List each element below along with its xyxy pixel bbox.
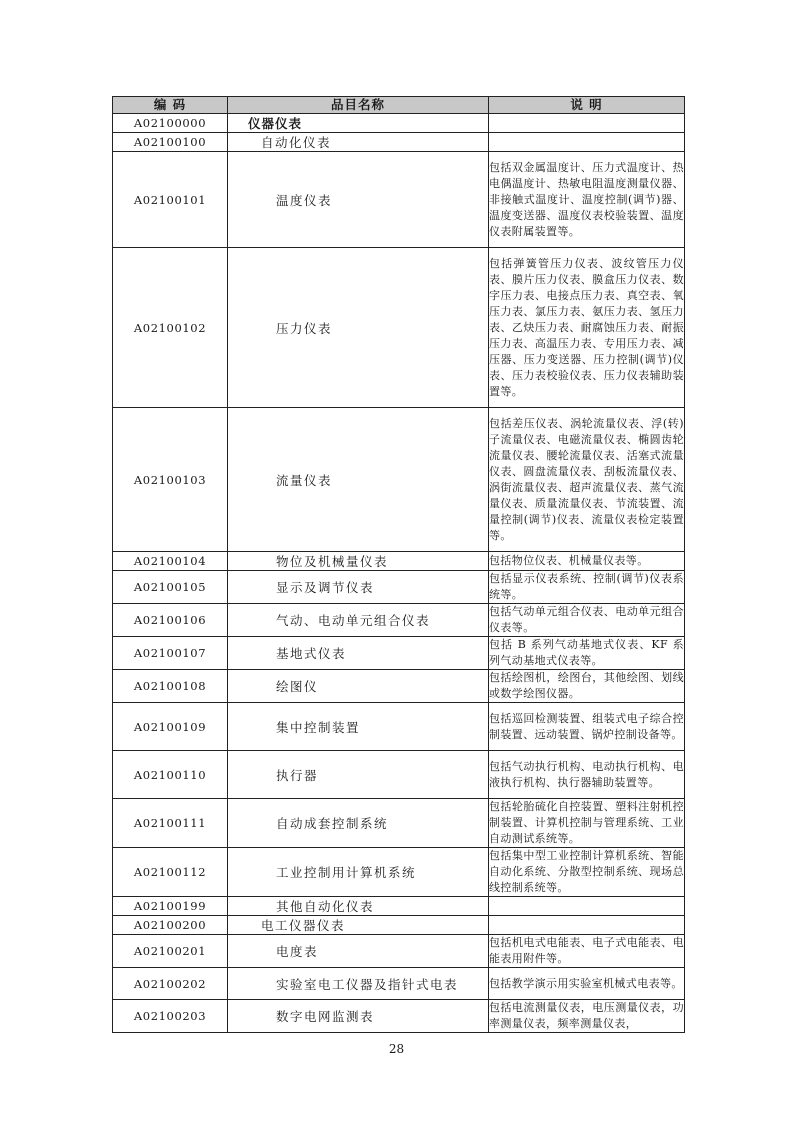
item-name: 集中控制装置 [228,703,489,751]
item-code: A02100000 [113,114,228,133]
table-row [113,916,685,935]
item-code: A02100110 [113,751,228,799]
item-code: A02100200 [113,916,228,935]
item-description [489,916,685,935]
item-code: A02100109 [113,703,228,751]
table-row [113,133,685,152]
header-name: 品目名称 [228,97,489,114]
item-description: 包括显示仪表系统、控制(调节)仪表系统等。 [489,571,685,604]
item-description: 包括轮胎硫化自控装置、塑料注射机控制装置、计算机控制与管理系统、工业自动测试系统等。 [489,799,685,848]
item-description [489,897,685,916]
item-code: A02100112 [113,848,228,897]
item-name: 其他自动化仪表 [228,897,489,916]
item-name: 压力仪表 [228,248,489,408]
item-code: A02100108 [113,670,228,703]
table-row [113,114,685,133]
table-row [113,848,685,897]
table-row [113,799,685,848]
table-row [113,751,685,799]
item-name: 显示及调节仪表 [228,571,489,604]
item-code: A02100111 [113,799,228,848]
item-code: A02100103 [113,408,228,552]
item-code: A02100101 [113,152,228,248]
item-description: 包括机电式电能表、电子式电能表、电能表用附件等。 [489,935,685,968]
item-name: 执行器 [228,751,489,799]
page-number: 28 [388,1042,405,1056]
table-row [113,897,685,916]
item-name: 自动化仪表 [228,133,489,152]
table-row [113,248,685,408]
table-row [113,552,685,571]
item-description: 包括电流测量仪表，电压测量仪表，功率测量仪表，频率测量仪表， [489,1000,685,1033]
item-name: 电度表 [228,935,489,968]
item-name: 数字电网监测表 [228,1000,489,1033]
table-row [113,637,685,670]
item-description: 包括双金属温度计、压力式温度计、热电偶温度计、热敏电阻温度测量仪器、非接触式温度计、温度控制(调节)器、温度变送器、温度仪表校验装置、温度仪表附属装置等。 [489,152,685,248]
item-description: 包括弹簧管压力仪表、波纹管压力仪表、膜片压力仪表、膜盒压力仪表、数字压力表、电接点压力表、真空表、氧压力表、氯压力表、氨压力表、氢压力表、乙炔压力表、耐腐蚀压力表、耐振压力表、高温压力表、专用压力表、减压器、压力变送器、压力控制(调节)仪表、压力表校验仪表、压力仪表辅助装置等。 [489,248,685,408]
item-description: 包括巡回检测装置、组装式电子综合控制装置、远动装置、锅炉控制设备等。 [489,703,685,751]
item-name: 实验室电工仪器及指针式电表 [228,968,489,1000]
header-code: 编 码 [113,97,228,114]
item-description: 包括 B 系列气动基地式仪表、KF 系列气动基地式仪表等。 [489,637,685,670]
item-description: 包括绘图机，绘图台，其他绘图、划线或数学绘图仪器。 [489,670,685,703]
item-code: A02100100 [113,133,228,152]
item-name: 电工仪器仪表 [228,916,489,935]
item-code: A02100104 [113,552,228,571]
item-name: 基地式仪表 [228,637,489,670]
item-description: 包括集中型工业控制计算机系统、智能自动化系统、分散型控制系统、现场总线控制系统等。 [489,848,685,897]
item-code: A02100102 [113,248,228,408]
item-description: 包括差压仪表、涡轮流量仪表、浮(转)子流量仪表、电磁流量仪表、椭圆齿轮流量仪表、腰轮流量仪表、活塞式流量仪表、圆盘流量仪表、刮板流量仪表、涡街流量仪表、超声流量仪表、蒸气流量仪表、质量流量仪表、节流装置、流量控制(调节)仪表、流量仪表检定装置等。 [489,408,685,552]
table-row [113,1000,685,1033]
item-name: 气动、电动单元组合仪表 [228,604,489,637]
item-code: A02100106 [113,604,228,637]
table-row [113,604,685,637]
item-description [489,133,685,152]
item-description: 包括物位仪表、机械量仪表等。 [489,552,685,571]
catalog-table [112,96,685,1033]
item-name: 仪器仪表 [228,114,489,133]
item-description [489,114,685,133]
table-row [113,152,685,248]
item-name: 物位及机械量仪表 [228,552,489,571]
item-name: 流量仪表 [228,408,489,552]
table-row [113,935,685,968]
item-description: 包括气动执行机构、电动执行机构、电液执行机构、执行器辅助装置等。 [489,751,685,799]
item-name: 绘图仪 [228,670,489,703]
table-row [113,968,685,1000]
item-description: 包括教学演示用实验室机械式电表等。 [489,968,685,1000]
table-header-row [113,97,685,114]
table-row [113,571,685,604]
item-code: A02100201 [113,935,228,968]
item-name: 自动成套控制系统 [228,799,489,848]
item-name: 温度仪表 [228,152,489,248]
table-row [113,670,685,703]
table-row [113,408,685,552]
item-code: A02100203 [113,1000,228,1033]
item-name: 工业控制用计算机系统 [228,848,489,897]
item-code: A02100199 [113,897,228,916]
item-code: A02100202 [113,968,228,1000]
item-description: 包括气动单元组合仪表、电动单元组合仪表等。 [489,604,685,637]
header-desc: 说 明 [489,97,685,114]
item-code: A02100107 [113,637,228,670]
table-row [113,703,685,751]
item-code: A02100105 [113,571,228,604]
